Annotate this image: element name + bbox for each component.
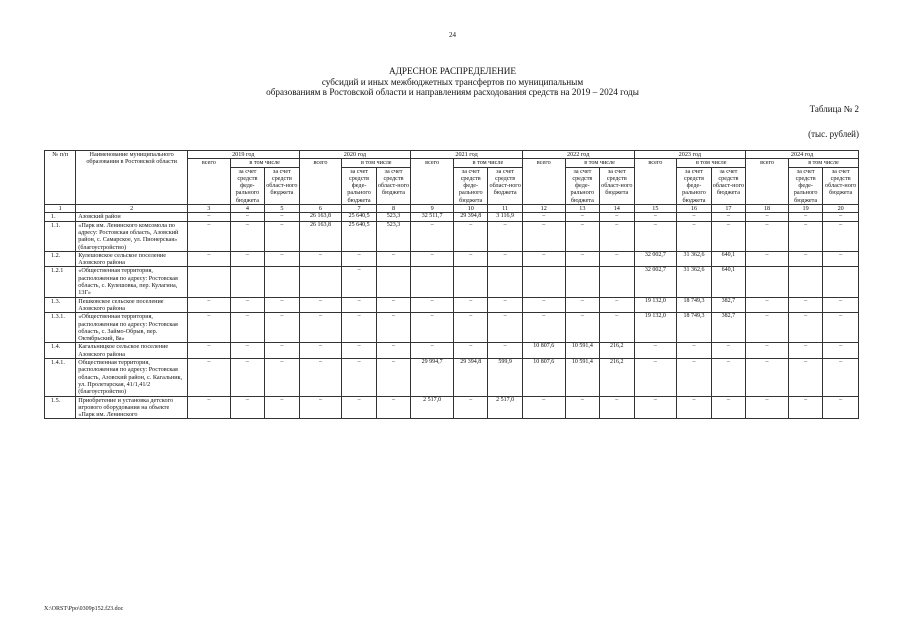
column-number: 10 xyxy=(454,205,488,213)
row-name: Пешковское сельское поселение Азовского района xyxy=(76,297,188,313)
header-year-2024: 2024 год xyxy=(746,151,859,159)
row-number: 1.4.1. xyxy=(45,359,76,396)
column-number: 17 xyxy=(711,205,745,213)
row-value: 216,2 xyxy=(600,343,634,359)
header-regional-3: за счет средств област-ного бюджета xyxy=(600,167,634,204)
row-value: – xyxy=(299,359,342,396)
row-value: 19 132,0 xyxy=(634,313,677,343)
row-value: – xyxy=(454,343,488,359)
row-value: – xyxy=(677,359,711,396)
column-number: 7 xyxy=(342,205,376,213)
row-value: 10 807,6 xyxy=(522,359,565,396)
column-number: 19 xyxy=(788,205,822,213)
document-title xyxy=(0,66,905,98)
row-value: – xyxy=(342,251,376,267)
row-value xyxy=(522,267,565,297)
column-number: 8 xyxy=(376,205,410,213)
row-value: – xyxy=(488,251,522,267)
header-regional-2: за счет средств област-ного бюджета xyxy=(488,167,522,204)
row-value: – xyxy=(522,313,565,343)
file-path-footer: X:\ORST\Ppo\0309p152.f23.doc xyxy=(44,606,124,612)
header-federal-3: за счет средств феде-рального бюджета xyxy=(565,167,599,204)
row-value: – xyxy=(376,343,410,359)
header-incl-0: в том числе xyxy=(230,159,299,167)
table-row xyxy=(45,251,859,267)
header-year-2021: 2021 год xyxy=(411,151,523,159)
header-federal-4: за счет средств феде-рального бюджета xyxy=(677,167,711,204)
row-value: – xyxy=(230,251,264,267)
row-value: – xyxy=(600,221,634,251)
row-value: – xyxy=(565,213,599,221)
header-federal-5: за счет средств феде-рального бюджета xyxy=(788,167,822,204)
row-value: – xyxy=(454,221,488,251)
column-number: 12 xyxy=(522,205,565,213)
header-federal-1: за счет средств феде-рального бюджета xyxy=(342,167,376,204)
row-value: – xyxy=(565,297,599,313)
row-value: 3 116,9 xyxy=(488,213,522,221)
row-value xyxy=(411,267,454,297)
row-value: – xyxy=(746,359,789,396)
row-value: 18 749,3 xyxy=(677,313,711,343)
row-value: – xyxy=(788,213,822,221)
title-line-3: образованиям в Ростовской области и направлениям расходования средств на 2019 – 2024 годы xyxy=(266,87,639,98)
row-value: – xyxy=(711,213,745,221)
row-value: 382,7 xyxy=(711,313,745,343)
row-value: 32 511,7 xyxy=(411,213,454,221)
row-value: 10 591,4 xyxy=(565,343,599,359)
column-number: 2 xyxy=(76,205,188,213)
row-value: – xyxy=(522,251,565,267)
row-value xyxy=(230,267,264,297)
header-total-4: всего xyxy=(634,159,677,205)
row-value: – xyxy=(187,213,230,221)
row-value: – xyxy=(342,359,376,396)
header-regional-5: за счет средств област-ного бюджета xyxy=(823,167,859,204)
row-value: – xyxy=(454,396,488,419)
row-value: – xyxy=(823,359,859,396)
column-number: 15 xyxy=(634,205,677,213)
row-value: – xyxy=(788,313,822,343)
row-value: 26 163,8 xyxy=(299,221,342,251)
row-value: – xyxy=(299,396,342,419)
header-year-2020: 2020 год xyxy=(299,151,411,159)
row-value: – xyxy=(488,343,522,359)
row-value: – xyxy=(600,313,634,343)
row-value: – xyxy=(711,221,745,251)
row-value: 32 002,7 xyxy=(634,251,677,267)
row-value: 25 640,5 xyxy=(342,213,376,221)
row-value: – xyxy=(411,221,454,251)
row-name: Приобретение и установка детского игрового оборудования на объекте «Парк им. Ленинского xyxy=(76,396,188,419)
header-regional-1: за счет средств област-ного бюджета xyxy=(376,167,410,204)
column-number: 9 xyxy=(411,205,454,213)
row-value: 10 807,6 xyxy=(522,343,565,359)
row-value xyxy=(600,267,634,297)
table-header xyxy=(45,151,859,205)
row-value: – xyxy=(600,251,634,267)
row-value: – xyxy=(299,251,342,267)
row-value: – xyxy=(823,297,859,313)
row-number: 1.2. xyxy=(45,251,76,267)
row-value: – xyxy=(746,343,789,359)
row-value: 382,7 xyxy=(711,297,745,313)
row-value: – xyxy=(265,396,299,419)
row-name: Азовский район xyxy=(76,213,188,221)
row-value: 640,1 xyxy=(711,251,745,267)
row-value: – xyxy=(788,396,822,419)
row-value: – xyxy=(187,221,230,251)
row-value: – xyxy=(634,343,677,359)
row-value: – xyxy=(265,251,299,267)
row-value: – xyxy=(376,251,410,267)
row-value: – xyxy=(788,359,822,396)
row-value: – xyxy=(187,251,230,267)
row-value: – xyxy=(187,313,230,343)
header-incl-3: в том числе xyxy=(565,159,634,167)
header-federal-2: за счет средств феде-рального бюджета xyxy=(454,167,488,204)
row-value: – xyxy=(600,396,634,419)
row-value: – xyxy=(187,359,230,396)
column-number: 6 xyxy=(299,205,342,213)
row-value: – xyxy=(265,221,299,251)
column-number: 11 xyxy=(488,205,522,213)
row-value: 26 163,8 xyxy=(299,213,342,221)
header-name: Наименование муниципального образования в Ростовской области xyxy=(76,151,188,205)
table-row xyxy=(45,313,859,343)
row-value: – xyxy=(376,313,410,343)
row-number: 1. xyxy=(45,213,76,221)
row-value: – xyxy=(342,297,376,313)
column-number: 5 xyxy=(265,205,299,213)
header-total-3: всего xyxy=(522,159,565,205)
row-value: 640,1 xyxy=(711,267,745,297)
header-incl-1: в том числе xyxy=(342,159,411,167)
row-value xyxy=(488,267,522,297)
header-incl-5: в том числе xyxy=(788,159,858,167)
row-value: – xyxy=(788,343,822,359)
distribution-table-wrapper xyxy=(44,150,859,596)
row-value: – xyxy=(411,313,454,343)
row-number: 1.5. xyxy=(45,396,76,419)
row-value: – xyxy=(522,221,565,251)
row-value: – xyxy=(230,213,264,221)
row-value: – xyxy=(746,297,789,313)
column-number: 16 xyxy=(677,205,711,213)
row-number: 1.2.1 xyxy=(45,267,76,297)
row-value xyxy=(265,267,299,297)
row-value: – xyxy=(788,297,822,313)
table-body xyxy=(45,205,859,419)
row-value xyxy=(565,267,599,297)
table-row xyxy=(45,221,859,251)
row-value: – xyxy=(488,313,522,343)
row-value: – xyxy=(823,396,859,419)
header-row-years xyxy=(45,151,859,159)
row-value: – xyxy=(488,221,522,251)
row-value: – xyxy=(746,221,789,251)
row-value: – xyxy=(488,297,522,313)
row-name: Кулешовское сельское поселение Азовского района xyxy=(76,251,188,267)
row-value xyxy=(187,267,230,297)
row-name: «Общественная территория, расположенная по адресу: Ростовская область, с. Займо-Обрыв, пер. Октябрьский, 8а» xyxy=(76,313,188,343)
table-row xyxy=(45,359,859,396)
row-value: – xyxy=(565,396,599,419)
row-value: 2 517,0 xyxy=(411,396,454,419)
row-value: 18 749,3 xyxy=(677,297,711,313)
row-name: Кагальницкое сельское поселение Азовского района xyxy=(76,343,188,359)
row-name: «Общественная территория, расположенная по адресу: Ростовская область, с. Кулешовка, пер. Кулагина, 13Г» xyxy=(76,267,188,297)
header-total-2: всего xyxy=(411,159,454,205)
row-value: – xyxy=(342,343,376,359)
row-value: – xyxy=(411,343,454,359)
row-value: – xyxy=(230,343,264,359)
row-value: – xyxy=(565,251,599,267)
row-value: 31 362,6 xyxy=(677,267,711,297)
row-value: – xyxy=(711,343,745,359)
row-value xyxy=(299,267,342,297)
table-row xyxy=(45,213,859,221)
header-regional-4: за счет средств област-ного бюджета xyxy=(711,167,745,204)
row-value: 25 640,5 xyxy=(342,221,376,251)
row-value: – xyxy=(299,343,342,359)
row-value: 29 394,8 xyxy=(454,359,488,396)
row-value: – xyxy=(265,297,299,313)
row-value: 523,3 xyxy=(376,221,410,251)
row-value: – xyxy=(187,396,230,419)
row-value: – xyxy=(823,221,859,251)
row-value: – xyxy=(411,251,454,267)
row-value: – xyxy=(677,221,711,251)
row-value xyxy=(376,267,410,297)
row-value: 29 994,7 xyxy=(411,359,454,396)
row-value: – xyxy=(600,297,634,313)
column-number: 3 xyxy=(187,205,230,213)
table-row xyxy=(45,396,859,419)
row-value: – xyxy=(342,313,376,343)
row-value: – xyxy=(823,343,859,359)
row-value: – xyxy=(677,213,711,221)
units-label: (тыс. рублей) xyxy=(808,129,859,139)
row-value: – xyxy=(230,396,264,419)
row-value: – xyxy=(522,213,565,221)
row-value: 29 394,8 xyxy=(454,213,488,221)
row-value: 216,2 xyxy=(600,359,634,396)
row-number: 1.3. xyxy=(45,297,76,313)
row-value: – xyxy=(711,396,745,419)
row-value: – xyxy=(788,251,822,267)
header-incl-2: в том числе xyxy=(454,159,523,167)
row-value: – xyxy=(746,313,789,343)
row-value: – xyxy=(565,313,599,343)
header-total-0: всего xyxy=(187,159,230,205)
header-year-2022: 2022 год xyxy=(522,151,634,159)
row-value xyxy=(454,267,488,297)
row-value: 2 517,0 xyxy=(488,396,522,419)
title-line-1: АДРЕСНОЕ РАСПРЕДЕЛЕНИЕ xyxy=(388,66,516,76)
header-year-2019: 2019 год xyxy=(187,151,299,159)
header-no: № п/п xyxy=(45,151,76,205)
row-value: – xyxy=(299,313,342,343)
row-value: – xyxy=(634,213,677,221)
row-value: – xyxy=(823,313,859,343)
row-number: 1.3.1. xyxy=(45,313,76,343)
column-number: 1 xyxy=(45,205,76,213)
table-label: Таблица № 2 xyxy=(809,104,859,114)
row-value: – xyxy=(454,313,488,343)
row-value: – xyxy=(342,396,376,419)
row-value: – xyxy=(342,267,376,297)
row-value: – xyxy=(634,359,677,396)
distribution-table xyxy=(44,150,859,419)
row-value: – xyxy=(823,251,859,267)
row-value: – xyxy=(299,297,342,313)
row-value: – xyxy=(265,213,299,221)
column-number: 14 xyxy=(600,205,634,213)
column-number: 20 xyxy=(823,205,859,213)
row-value: – xyxy=(265,359,299,396)
row-name: Общественная территория, расположенная по адресу: Ростовская область, Азовский район, с. Кагальник, ул. Пролетарская, 41/1,41/2 (благоустройство) xyxy=(76,359,188,396)
title-line-2: субсидий и иных межбюджетных трансфертов по муниципальным xyxy=(321,76,584,87)
row-name: «Парк им. Ленинского комсомола по адресу: Ростовская область, Азовский район, с. Самарское, ул. Пионерская» (благоустройство) xyxy=(76,221,188,251)
row-value: – xyxy=(746,213,789,221)
row-value: – xyxy=(230,313,264,343)
header-total-1: всего xyxy=(299,159,342,205)
row-value: – xyxy=(522,396,565,419)
row-value xyxy=(823,267,859,297)
header-year-2023: 2023 год xyxy=(634,151,746,159)
table-row xyxy=(45,297,859,313)
row-value: 31 362,6 xyxy=(677,251,711,267)
row-value: – xyxy=(711,359,745,396)
page-number: 24 xyxy=(449,31,456,39)
row-value: 599,9 xyxy=(488,359,522,396)
row-value: – xyxy=(634,396,677,419)
table-row xyxy=(45,343,859,359)
row-value: – xyxy=(187,343,230,359)
table-row xyxy=(45,267,859,297)
column-number: 13 xyxy=(565,205,599,213)
row-number: 1.1. xyxy=(45,221,76,251)
row-value: – xyxy=(677,396,711,419)
row-value xyxy=(746,267,789,297)
row-value: – xyxy=(265,313,299,343)
row-value: – xyxy=(454,251,488,267)
row-value: – xyxy=(454,297,488,313)
row-value: – xyxy=(677,343,711,359)
header-incl-4: в том числе xyxy=(677,159,746,167)
row-value: – xyxy=(746,396,789,419)
row-value: – xyxy=(265,343,299,359)
row-value: – xyxy=(600,213,634,221)
row-value: – xyxy=(376,396,410,419)
row-value: 523,3 xyxy=(376,213,410,221)
header-regional-0: за счет средств област-ного бюджета xyxy=(265,167,299,204)
row-value: – xyxy=(376,297,410,313)
header-federal-0: за счет средств феде-рального бюджета xyxy=(230,167,264,204)
row-number: 1.4. xyxy=(45,343,76,359)
header-total-5: всего xyxy=(746,159,789,205)
row-value: – xyxy=(376,359,410,396)
column-numbers-row xyxy=(45,205,859,213)
column-number: 4 xyxy=(230,205,264,213)
column-number: 18 xyxy=(746,205,789,213)
row-value: 32 002,7 xyxy=(634,267,677,297)
row-value: – xyxy=(746,251,789,267)
row-value: – xyxy=(522,297,565,313)
row-value: – xyxy=(565,221,599,251)
row-value: – xyxy=(634,221,677,251)
row-value: – xyxy=(230,297,264,313)
row-value: – xyxy=(230,359,264,396)
row-value: – xyxy=(411,297,454,313)
row-value: – xyxy=(823,213,859,221)
row-value: – xyxy=(788,221,822,251)
row-value: – xyxy=(187,297,230,313)
row-value: 19 132,0 xyxy=(634,297,677,313)
row-value xyxy=(788,267,822,297)
row-value: – xyxy=(230,221,264,251)
row-value: 10 591,4 xyxy=(565,359,599,396)
